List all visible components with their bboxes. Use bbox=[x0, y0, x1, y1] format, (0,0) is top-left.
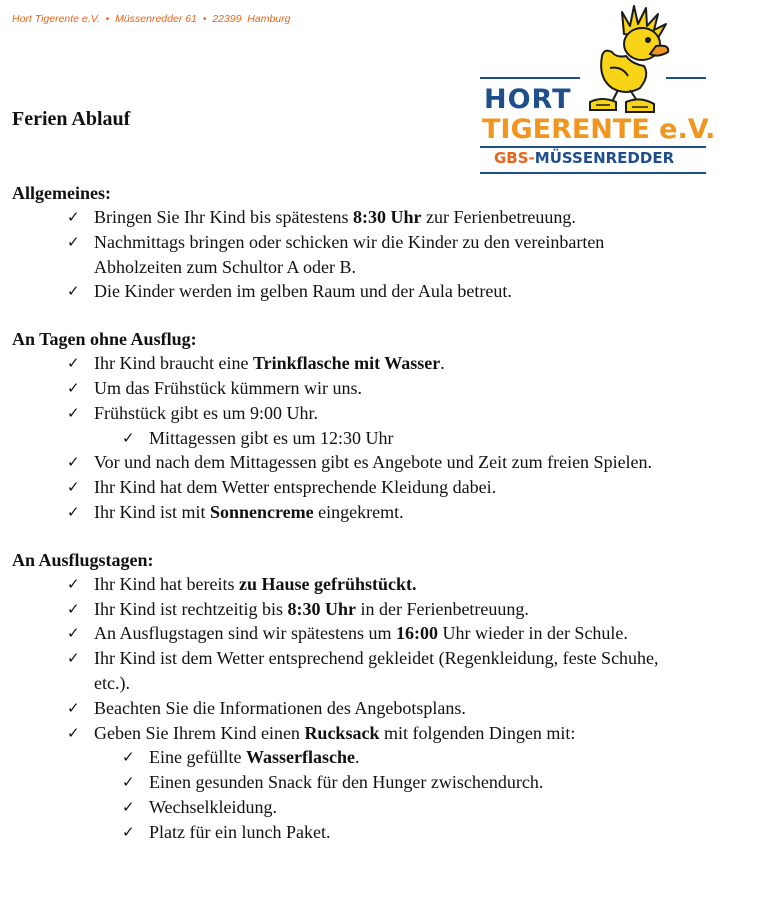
text: Ihr Kind ist dem Wetter entsprechend gekleidet (Regenkleidung, feste Schuhe, etc.). bbox=[94, 648, 659, 693]
text: in der Ferienbetreuung. bbox=[355, 598, 529, 619]
checklist-subitem bbox=[137, 795, 694, 820]
hort-tigerente-logo bbox=[478, 4, 716, 180]
logo-rule-middle bbox=[480, 146, 706, 148]
section-heading: An Tagen ohne Ausflug: bbox=[12, 329, 197, 350]
text: Die Kinder werden im gelben Raum und der Aula betreut. bbox=[94, 281, 512, 302]
checklist-subitem bbox=[137, 745, 694, 770]
checklist bbox=[12, 572, 752, 845]
text: eingekremt. bbox=[313, 501, 404, 522]
document-body bbox=[12, 181, 752, 868]
text: Ihr Kind hat dem Wetter entsprechende Kleidung dabei. bbox=[94, 477, 497, 498]
checklist-item bbox=[82, 351, 694, 376]
bold-text: 16:00 bbox=[395, 623, 438, 644]
text: Nachmittags bringen oder schicken wir die Kinder zu den vereinbarten Abholzeiten zum Schultor A oder B. bbox=[94, 231, 605, 277]
text: Wechselkleidung. bbox=[149, 796, 278, 817]
text: An Ausflugstagen sind wir spätestens um bbox=[94, 623, 396, 644]
bold-text: 8:30 Uhr bbox=[287, 598, 356, 619]
bold-text: 8:30 Uhr bbox=[352, 207, 422, 227]
bold-text: Trinkflasche mit Wasser bbox=[252, 353, 441, 374]
checklist-item bbox=[82, 646, 694, 696]
checklist bbox=[12, 205, 752, 304]
bold-text: zu Hause gefrühstückt. bbox=[238, 573, 417, 594]
text: . bbox=[354, 747, 360, 768]
checklist-item bbox=[82, 500, 694, 525]
section-heading: Allgemeines: bbox=[12, 183, 111, 203]
checklist bbox=[12, 351, 752, 525]
text: Geben Sie Ihrem Kind einen bbox=[94, 722, 305, 743]
bold-text: Rucksack bbox=[304, 722, 380, 743]
logo-tigerente-text: TIGERENTE e.V. bbox=[482, 114, 716, 145]
checklist-item bbox=[82, 597, 694, 622]
section bbox=[12, 548, 752, 845]
checklist-item bbox=[82, 401, 694, 426]
logo-rule-right bbox=[666, 77, 706, 79]
checklist-item bbox=[82, 450, 694, 475]
text: Ihr Kind hat bereits bbox=[94, 573, 239, 594]
text: Ihr Kind ist mit bbox=[94, 501, 210, 522]
checklist-item bbox=[82, 376, 694, 401]
checklist-subitem bbox=[137, 770, 694, 795]
text: Beachten Sie die Informationen des Angebotsplans. bbox=[94, 697, 466, 718]
section-heading: An Ausflugstagen: bbox=[12, 549, 154, 570]
text: . bbox=[440, 353, 445, 374]
checklist-item bbox=[82, 721, 694, 746]
text: Einen gesunden Snack für den Hunger zwischendurch. bbox=[149, 772, 544, 793]
text: zur Ferienbetreuung. bbox=[421, 207, 576, 227]
text: Uhr wieder in der Schule. bbox=[437, 623, 628, 644]
header-address: Hort Tigerente e.V. • Müssenredder 61 • 22399 Hamburg bbox=[12, 13, 291, 25]
text: Ihr Kind braucht eine bbox=[94, 353, 253, 374]
logo-rule-left bbox=[480, 77, 580, 79]
page-title: Ferien Ablauf bbox=[12, 108, 131, 130]
text: Bringen Sie Ihr Kind bis spätestens bbox=[94, 207, 353, 227]
text: mit folgenden Dingen mit: bbox=[379, 722, 576, 743]
checklist-item bbox=[82, 205, 694, 230]
text: Um das Frühstück kümmern wir uns. bbox=[94, 377, 362, 398]
checklist-item bbox=[82, 621, 694, 646]
text: Vor und nach dem Mittagessen gibt es Angebote und Zeit zum freien Spielen. bbox=[94, 452, 653, 473]
bold-text: Sonnencreme bbox=[210, 501, 314, 522]
checklist-subitem bbox=[137, 426, 694, 451]
checklist-subitem bbox=[137, 820, 694, 845]
text: Ihr Kind ist rechtzeitig bis bbox=[94, 598, 288, 619]
logo-rule-bottom bbox=[480, 172, 706, 174]
checklist-item bbox=[82, 572, 694, 597]
checklist-item bbox=[82, 230, 694, 280]
logo-gbs-text: GBS-MÜSSENREDDER bbox=[494, 149, 675, 167]
text: Platz für ein lunch Paket. bbox=[149, 821, 331, 842]
section bbox=[12, 181, 752, 304]
checklist-item bbox=[82, 279, 694, 304]
logo-hort-text: HORT bbox=[484, 84, 572, 115]
text: Frühstück gibt es um 9:00 Uhr. bbox=[94, 402, 318, 423]
checklist-item bbox=[82, 696, 694, 721]
bold-text: Wasserflasche bbox=[245, 747, 355, 768]
duck-mascot-icon bbox=[586, 4, 706, 116]
text: Eine gefüllte bbox=[149, 747, 246, 768]
checklist-item bbox=[82, 475, 694, 500]
section bbox=[12, 327, 752, 525]
text: Mittagessen gibt es um 12:30 Uhr bbox=[149, 427, 394, 448]
